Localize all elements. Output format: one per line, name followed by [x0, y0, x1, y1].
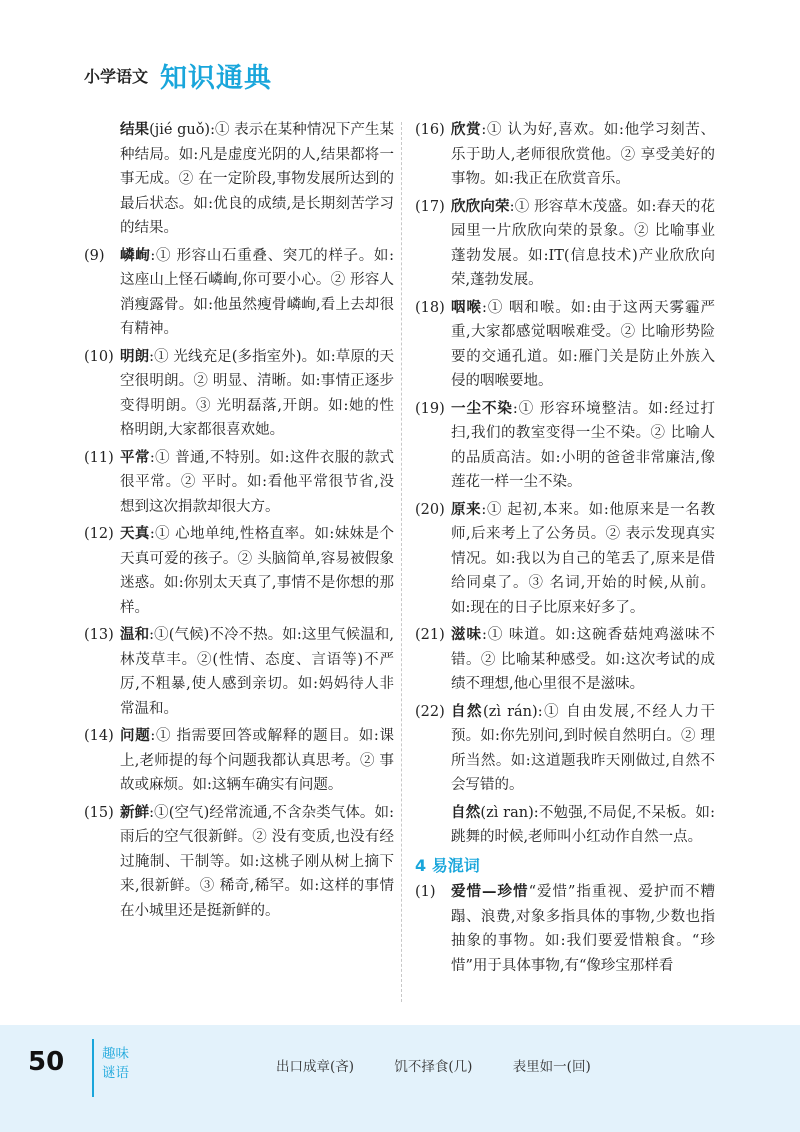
entry-term: 温和 — [120, 627, 150, 643]
riddle-item: 出口成章(吝) — [276, 1059, 355, 1075]
entry-definition: :不勉强,不局促,不呆板。如:跳舞的时候,老师叫小红动作自然一点。 — [451, 804, 716, 845]
riddle-item: 饥不择食(几) — [394, 1059, 473, 1075]
entry-definition: :① 起初,本来。如:他原来是一名教师,后来考上了公务员。② 表示发现真实情况。如:我以为自己的笔丢了,原来是借给同桌了。③ 名词,开始的时候,从前。如:现在的日子比原来好多了。 — [451, 501, 715, 616]
entry-pinyin: (jié guǒ) — [149, 122, 211, 138]
entry-term: 平常 — [120, 449, 150, 466]
series-title: 小学语文 — [84, 67, 149, 86]
entry-definition: :① 形容草木茂盛。如:春天的花园里一片欣欣向荣的景象。② 比喻事业蓬勃发展。如:IT(信息技术)产业欣欣向荣,蓬勃发展。 — [451, 198, 715, 288]
entry-term: 结果 — [120, 122, 150, 138]
dictionary-entry — [415, 623, 715, 697]
entry-number: (12) — [84, 526, 114, 542]
dictionary-entry — [84, 801, 394, 924]
entry-term: 自然 — [451, 804, 481, 821]
footer-separator — [92, 1039, 94, 1097]
dictionary-entry — [415, 700, 715, 798]
entry-number: (13) — [84, 627, 114, 643]
entry-number: (9) — [84, 247, 105, 264]
entry-number: (16) — [415, 122, 445, 138]
riddle-label: 趣味谜语 — [102, 1046, 129, 1081]
dictionary-entry — [415, 195, 715, 293]
entry-number: (19) — [415, 400, 445, 417]
entry-definition: :① 指需要回答或解释的题目。如:课上,老师提的每个问题我都认真思考。② 事故或麻烦。如:这辆车确实有问题。 — [120, 728, 394, 793]
entry-term: 天真 — [120, 526, 150, 542]
entry-pinyin: (zì ran) — [480, 804, 534, 821]
section-heading: 4 易混词 — [415, 855, 480, 875]
dictionary-entry — [415, 397, 715, 495]
entry-definition: :① 表示在某种情况下产生某种结局。如:凡是虚度光阴的人,结果都将一事无成。② 在一定阶段,事物发展所达到的最后状态。如:优良的成绩,是长期刻苦学习的结果。 — [120, 122, 394, 236]
dictionary-entry — [415, 296, 715, 394]
entry-number: (22) — [415, 703, 445, 720]
entry-term: 嶙峋 — [120, 247, 151, 264]
entry-number: (21) — [415, 627, 445, 643]
entry-number: (14) — [84, 728, 114, 744]
dictionary-entry — [415, 880, 715, 978]
entry-definition: :① 认为好,喜欢。如:他学习刻苦、乐于助人,老师很欣赏他。② 享受美好的事物。如:我正在欣赏音乐。 — [451, 122, 715, 187]
entry-number: (10) — [84, 348, 114, 365]
entry-term: 爱惜—珍惜 — [451, 884, 529, 900]
entry-number: (17) — [415, 198, 445, 215]
page-number: 50 — [28, 1047, 65, 1077]
dictionary-entry — [84, 522, 394, 620]
dictionary-entry — [84, 446, 394, 520]
dictionary-entry — [415, 801, 715, 850]
entry-term: 咽喉 — [451, 299, 482, 316]
entry-number: (20) — [415, 501, 445, 518]
left-column — [84, 118, 394, 926]
entry-number: (11) — [84, 449, 114, 466]
riddle-list — [276, 1055, 627, 1075]
entry-definition: :① 咽和喉。如:由于这两天雾霾严重,大家都感觉咽喉难受。② 比喻形势险要的交通孔道。如:雁门关是防止外族入侵的咽喉要地。 — [451, 299, 715, 389]
dictionary-entry — [84, 724, 394, 798]
entry-term: 滋味 — [451, 627, 482, 643]
entry-term: 新鲜 — [120, 804, 150, 821]
entry-definition: :① 心地单纯,性格直率。如:妹妹是个天真可爱的孩子。② 头脑简单,容易被假象迷惑。如:你别太天真了,事情不是你想的那样。 — [120, 526, 394, 616]
entry-term: 原来 — [451, 501, 482, 518]
entry-term: 问题 — [120, 728, 151, 744]
entry-definition: :①(气候)不冷不热。如:这里气候温和,林茂草丰。②(性情、态度、言语等)不严厉,不粗暴,使人感到亲切。如:妈妈待人非常温和。 — [120, 627, 394, 717]
right-column — [415, 118, 715, 981]
page-header — [0, 0, 800, 110]
entry-term: 自然 — [451, 703, 484, 720]
entry-term: 明朗 — [120, 348, 150, 365]
book-brand: 知识通典 — [160, 63, 272, 94]
entry-definition: :① 自由发展,不经人力干预。如:你先别问,到时候自然明白。② 理所当然。如:这道题我昨天刚做过,自然不会写错的。 — [451, 703, 716, 793]
entry-number: (1) — [415, 884, 436, 900]
column-divider — [401, 122, 402, 1002]
entry-definition: “爱惜”指重视、爱护而不糟蹋、浪费,对象多指具体的事物,少数也指抽象的事物。如:我们要爱惜粮食。“珍惜”用于具体事物,有“像珍宝那样看 — [451, 884, 716, 974]
entry-number: (15) — [84, 804, 114, 821]
entry-definition: :①(空气)经常流通,不含杂类气体。如:雨后的空气很新鲜。② 没有变质,也没有经过腌制、干制等。如:这桃子刚从树上摘下来,很新鲜。③ 稀奇,稀罕。如:这样的事情在小城里还是挺新鲜的。 — [120, 804, 394, 919]
entry-term: 一尘不染 — [451, 400, 513, 417]
dictionary-entry — [84, 244, 394, 342]
page-footer — [0, 1025, 800, 1132]
entry-number: (18) — [415, 299, 445, 316]
entry-definition: :① 形容环境整洁。如:经过打扫,我们的教室变得一尘不染。② 比喻人的品质高洁。如:小明的爸爸非常廉洁,像莲花一样一尘不染。 — [451, 400, 715, 490]
dictionary-entry — [415, 498, 715, 621]
entry-definition: :① 光线充足(多指室外)。如:草原的天空很明朗。② 明显、清晰。如:事情正逐步变得明朗。③ 光明磊落,开朗。如:她的性格明朗,大家都很喜欢她。 — [120, 348, 394, 438]
entry-term: 欣赏 — [451, 122, 482, 138]
dictionary-entry — [84, 118, 394, 241]
entry-definition: :① 味道。如:这碗香菇炖鸡滋味不错。② 比喻某种感受。如:这次考试的成绩不理想,他心里很不是滋味。 — [451, 627, 715, 692]
dictionary-entry — [84, 345, 394, 443]
riddle-item: 表里如一(回) — [512, 1059, 591, 1075]
dictionary-entry — [415, 118, 715, 192]
dictionary-entry — [84, 623, 394, 721]
entry-term: 欣欣向荣 — [451, 198, 510, 215]
entry-definition: :① 形容山石重叠、突兀的样子。如:这座山上怪石嶙峋,你可要小心。② 形容人消瘦露骨。如:他虽然瘦骨嶙峋,看上去却很有精神。 — [120, 247, 394, 337]
entry-pinyin: (zì rán) — [483, 703, 538, 720]
entry-definition: :① 普通,不特别。如:这件衣服的款式很平常。② 平时。如:看他平常很节省,没想到这次捐款却很大方。 — [120, 449, 394, 515]
